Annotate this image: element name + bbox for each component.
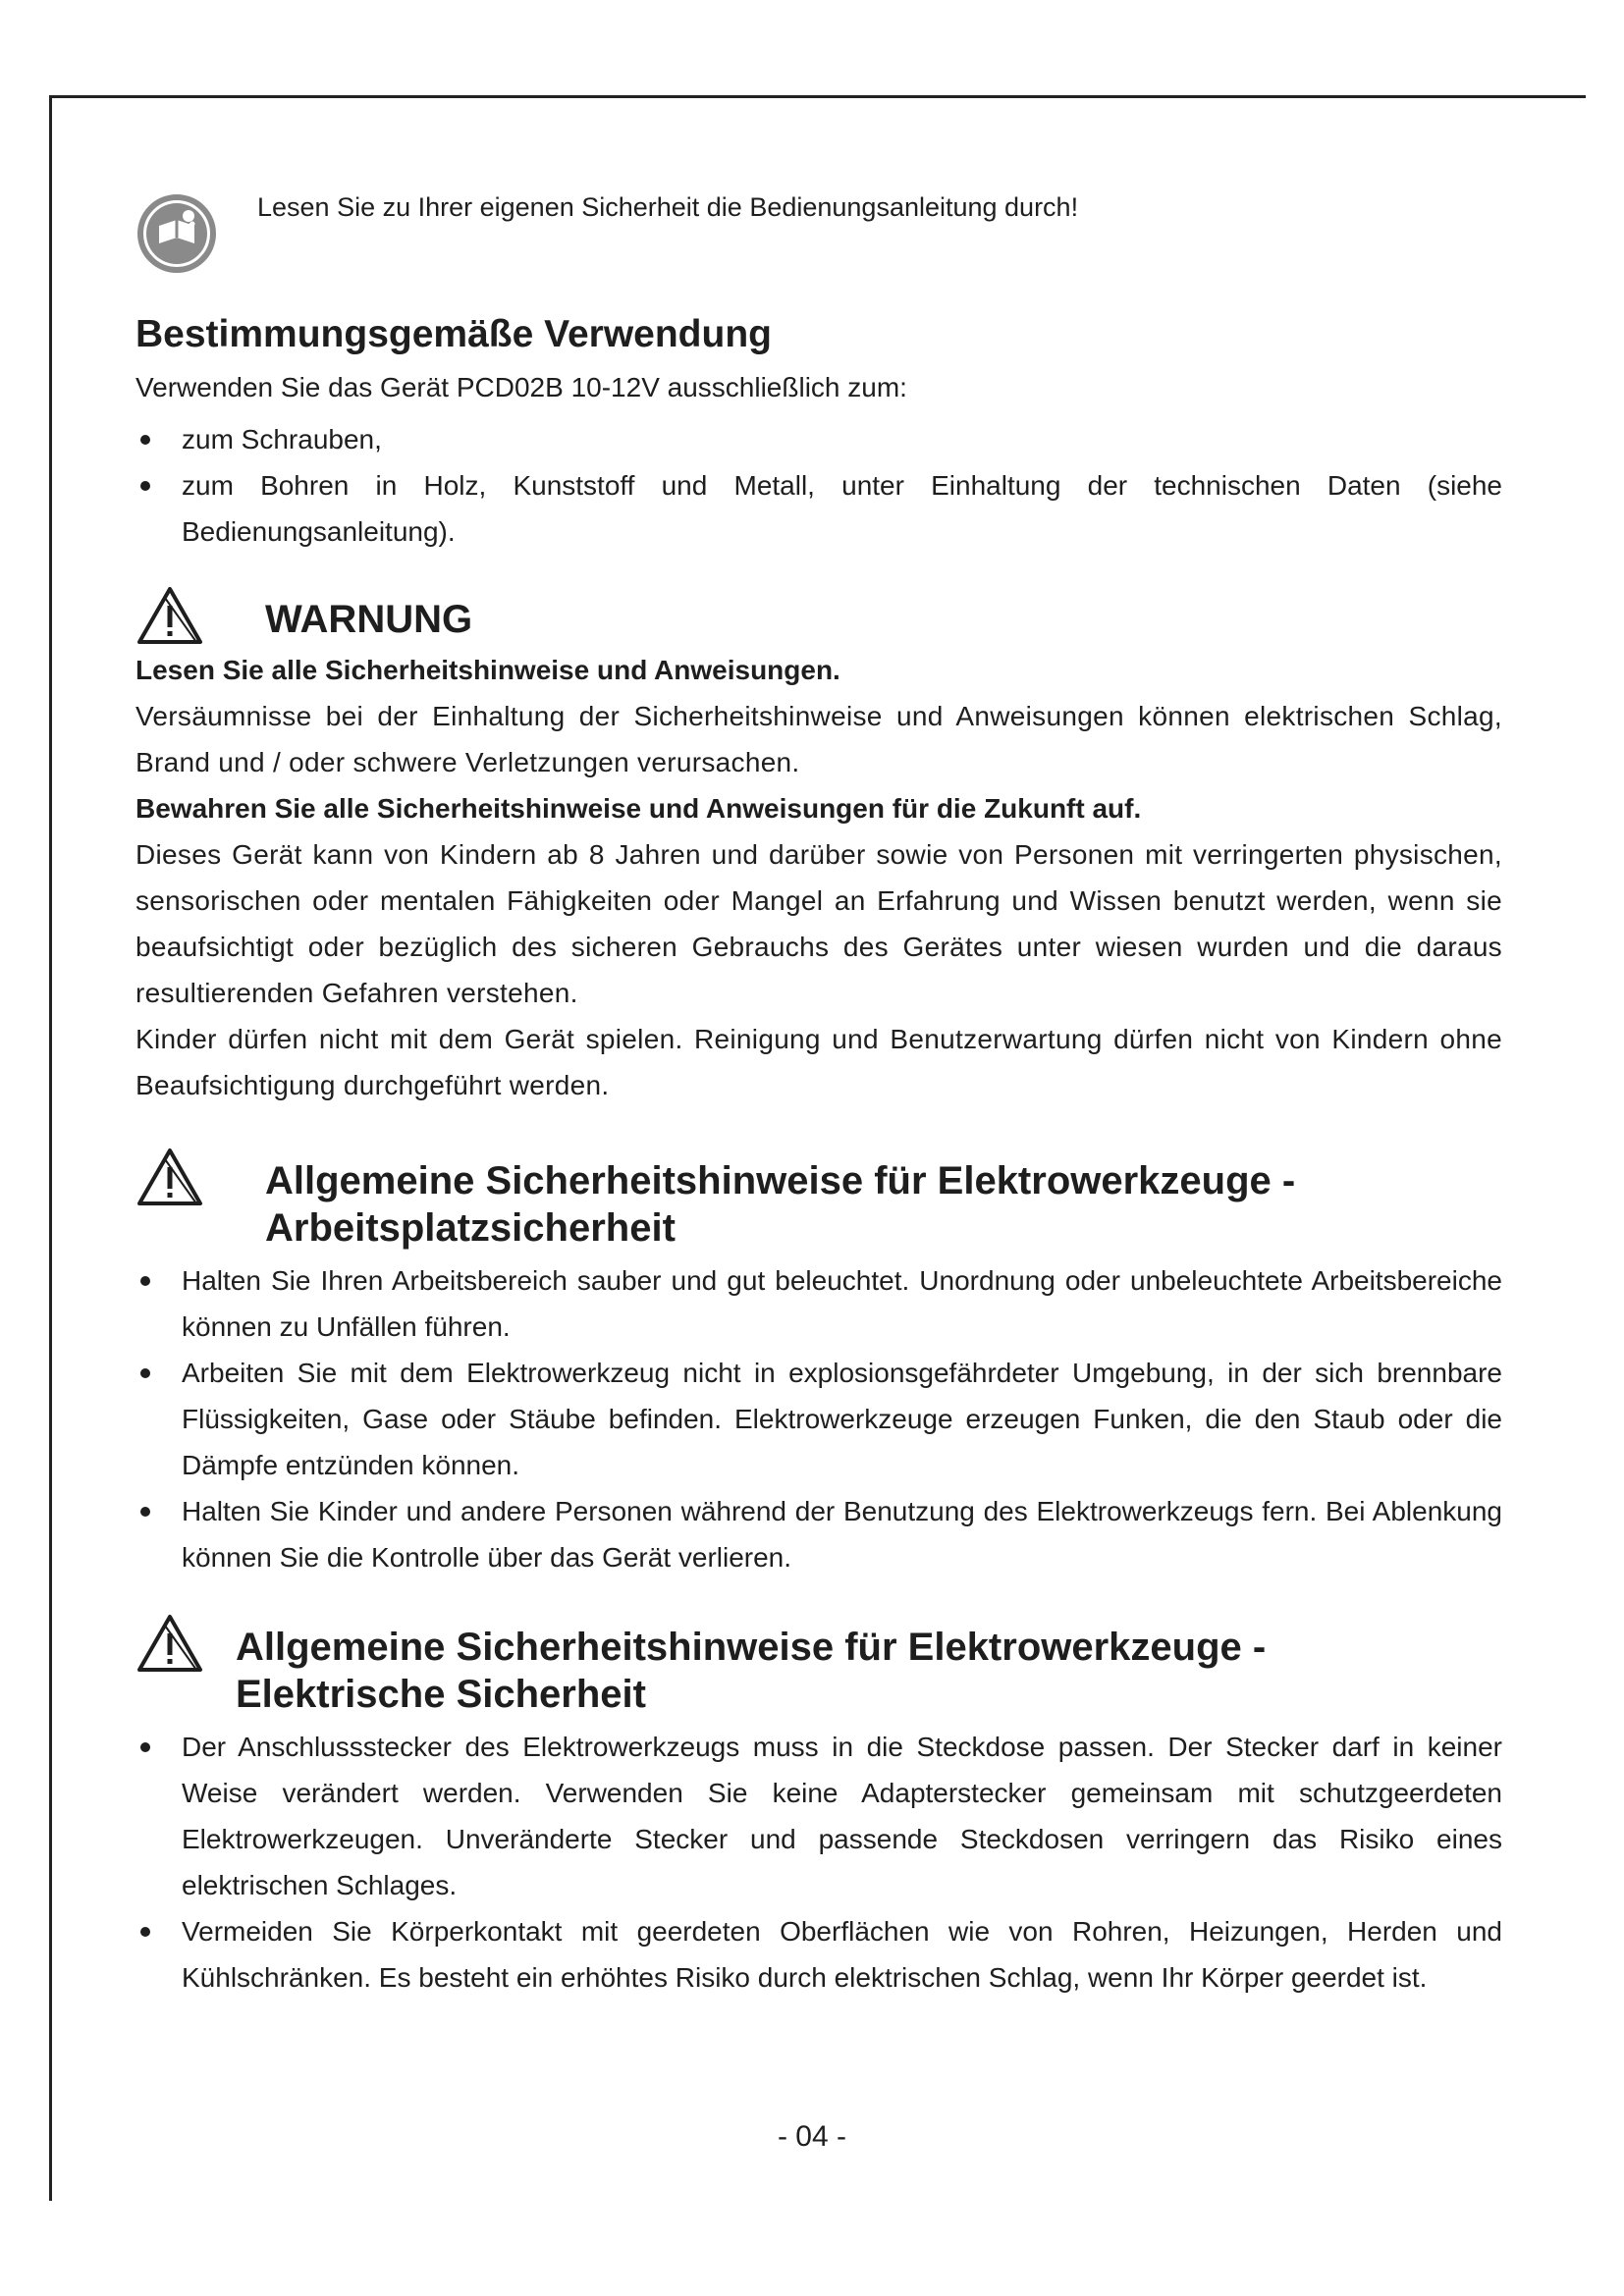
warning-triangle-icon: [135, 584, 204, 647]
list-item: Vermeiden Sie Körperkontakt mit geerdeten Oberflächen wie von Rohren, Heizungen, Herden und Kühlschränken. Es besteht ein erhöhtes Risiko durch elektrischen Schlag, wenn Ihr Körper geerdet ist.: [135, 1908, 1502, 2001]
intended-use-intro: Verwenden Sie das Gerät PCD02B 10-12V ausschließlich zum:: [135, 371, 907, 402]
intended-use-heading: Bestimmungsgemäße Verwendung: [135, 313, 772, 355]
warning-triangle-icon: [135, 1612, 204, 1675]
list-item: Halten Sie Ihren Arbeitsbereich sauber und gut beleuchtet. Unordnung oder unbeleuchtete Arbeitsbereiche können zu Unfällen führen.: [135, 1257, 1502, 1350]
list-item: zum Bohren in Holz, Kunststoff und Metall, unter Einhaltung der technischen Daten (siehe Bedienungsanleitung).: [135, 462, 1502, 555]
electrical-safety-list: [135, 1724, 1502, 2001]
warning-triangle-icon: [135, 1146, 204, 1208]
read-manual-notice: [135, 187, 1502, 273]
page-frame-left-rule: [49, 95, 52, 2201]
electrical-heading-line-1: Allgemeine Sicherheitshinweise für Elektrowerkzeuge -: [236, 1625, 1267, 1669]
page-content: [135, 187, 1502, 2001]
read-manual-icon: [137, 194, 216, 273]
list-item: Arbeiten Sie mit dem Elektrowerkzeug nicht in explosionsgefährdeter Umgebung, in der sich brennbare Flüssigkeiten, Gase oder Stäube befinden. Elektrowerkzeuge erzeugen Funken, die den Staub oder die Dämpfe entzünden können.: [135, 1350, 1502, 1488]
workplace-safety-section: [135, 1146, 1502, 1580]
warning-heading: WARNUNG: [265, 597, 473, 641]
warning-paragraph-3: Kinder dürfen nicht mit dem Gerät spielen. Reinigung und Benutzerwartung dürfen nicht von Kindern ohne Beaufsichtigung durchgeführt werden.: [135, 1023, 1502, 1100]
page-number: - 04 -: [777, 2120, 847, 2153]
warning-keep-instructions: Bewahren Sie alle Sicherheitshinweise und Anweisungen für die Zukunft auf.: [135, 792, 1142, 824]
warning-paragraph-1: Versäumnisse bei der Einhaltung der Sicherheitshinweise und Anweisungen können elektrischen Schlag, Brand und / oder schwere Verletzungen verursachen.: [135, 700, 1502, 777]
warning-read-all: Lesen Sie alle Sicherheitshinweise und Anweisungen.: [135, 654, 840, 685]
list-item: zum Schrauben,: [135, 416, 1502, 462]
list-item: Halten Sie Kinder und andere Personen während der Benutzung des Elektrowerkzeugs fern. Bei Ablenkung können Sie die Kontrolle über das Gerät verlieren.: [135, 1488, 1502, 1580]
workplace-safety-heading: [265, 1157, 1295, 1252]
page-frame-top-rule: [49, 95, 1586, 98]
electrical-safety-header: [135, 1612, 1502, 1718]
warning-section: [135, 584, 1502, 1108]
workplace-safety-header: [135, 1146, 1502, 1252]
list-item: Der Anschlussstecker des Elektrowerkzeugs muss in die Steckdose passen. Der Stecker darf in keiner Weise verändert werden. Verwenden Sie keine Adapterstecker gemeinsam mit schutzgeerdeten Elektrowerkzeugen. Unveränderte Stecker und passende Steckdosen verringern das Risiko eines elektrischen Schlages.: [135, 1724, 1502, 1908]
warning-header: [135, 584, 1502, 647]
electrical-heading-line-2: Elektrische Sicherheit: [236, 1672, 646, 1716]
intended-use-list: [135, 416, 1502, 555]
read-manual-text: Lesen Sie zu Ihrer eigenen Sicherheit die Bedienungsanleitung durch!: [257, 192, 1079, 222]
workplace-heading-line-2: Arbeitsplatzsicherheit: [265, 1205, 676, 1250]
workplace-heading-line-1: Allgemeine Sicherheitshinweise für Elektrowerkzeuge -: [265, 1158, 1296, 1202]
electrical-safety-section: [135, 1612, 1502, 2001]
warning-paragraph-2: Dieses Gerät kann von Kindern ab 8 Jahren und darüber sowie von Personen mit verringerten physischen, sensorischen oder mentalen Fähigkeiten oder Mangel an Erfahrung und Wissen benutzt werden, wenn sie beaufsichtigt oder bezüglich des sicheren Gebrauchs des Gerätes unter wiesen wurden und die daraus resultierenden Gefahren verstehen.: [135, 838, 1502, 1008]
intended-use-section: [135, 312, 1502, 555]
workplace-safety-list: [135, 1257, 1502, 1580]
electrical-safety-heading: [236, 1624, 1266, 1718]
